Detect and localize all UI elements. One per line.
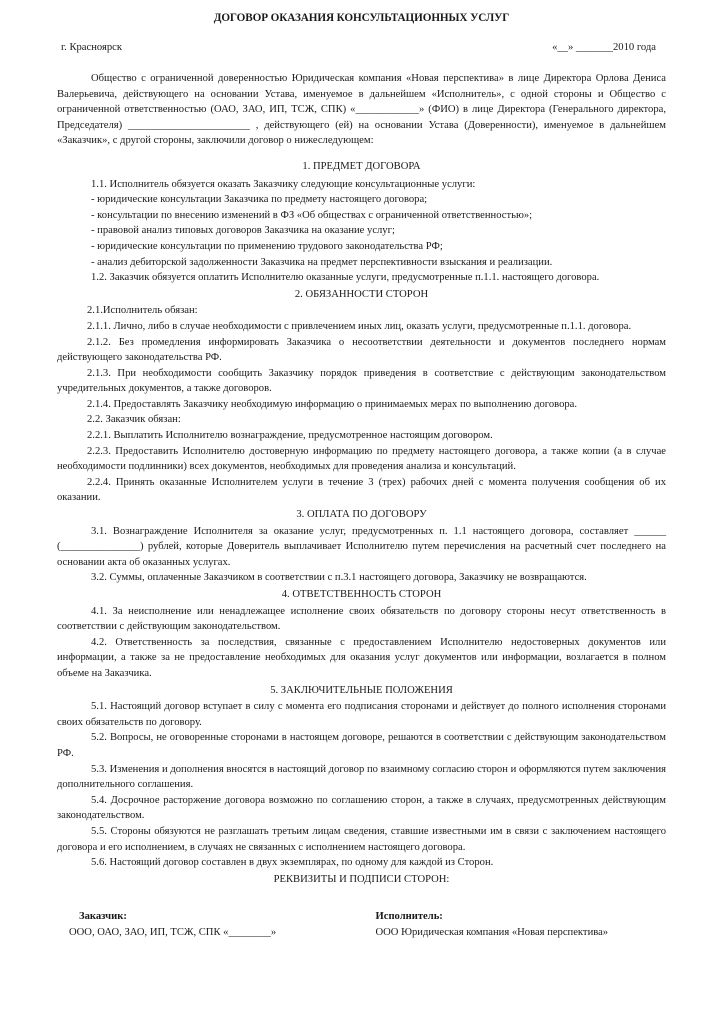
section-heading-5: 5. ЗАКЛЮЧИТЕЛЬНЫЕ ПОЛОЖЕНИЯ <box>270 684 453 696</box>
section-heading-1: 1. ПРЕДМЕТ ДОГОВОРА <box>302 160 421 172</box>
clause-5-1: 5.1. Настоящий договор вступает в силу с момента его подписания сторонами и действует до полного исполнения сторонами своих обязательств по договору. <box>57 701 666 728</box>
section-heading-2: 2. ОБЯЗАННОСТИ СТОРОН <box>294 288 429 300</box>
clause-4-1: 4.1. За неисполнение или ненадлежащее исполнение своих обязательств по договору стороны несут ответственность в соответствии с действующим законодательством. <box>57 605 666 633</box>
signature-column-contractor <box>362 909 667 941</box>
preamble-paragraph: Общество с ограниченной доверенностью Юридическая компания «Новая перспектива» в лице Директора Орлова Дениса Валерьевича, действующего на основании Устава, именуемое в дальнейшем «Исполнитель», с одной стороны и Общество с ограниченной ответственностью (ОАО, ЗАО, ИП, ТСЖ, СПК) «____________» (ФИО) в лице Директора (Генерального директора, Председателя) _______________________ , действующего (ей) на основании Устава (Доверенности), именуемое в дальнейшем «Заказчик», с другой стороны, заключили договор о нижеследующем: <box>57 73 666 147</box>
section-heading-3: 3. ОПЛАТА ПО ДОГОВОРУ <box>296 509 427 521</box>
clause-1-2: 1.2. Заказчик обязуется оплатить Исполнителю оказанные услуги, предусмотренные п.1.1. настоящего договора. <box>91 272 600 284</box>
customer-label: Заказчик: <box>79 911 127 923</box>
section-heading-4: 4. ОТВЕТСТВЕННОСТЬ СТОРОН <box>281 589 442 600</box>
service-item: - консультации по внесению изменений в ФЗ «Об обществах с ограниченной ответственностью»; <box>91 209 533 221</box>
clause-3-1: 3.1. Вознаграждение Исполнителя за оказание услуг, предусмотренных п. 1.1 настоящего договора, составляет ______ (_______________) рублей, которые Доверитель выплачивает Исполнителю путем перечисления на расчетный счет последнего на основании акта об оказанных услугах. <box>57 525 666 568</box>
clause-4-2: 4.2. Ответственность за последствия, связанные с предоставлением Исполнителю недостоверных документов или информации, а также за не предоставление необходимых для оказания услуг документов или информации, возлагается в полном объеме на Заказчика. <box>57 636 666 679</box>
clause-1-1: 1.1. Исполнитель обязуется оказать Заказчику следующие консультационные услуги: <box>91 178 476 190</box>
clause-5-6: 5.6. Настоящий договор составлен в двух экземплярах, по одному для каждой из Сторон. <box>91 857 494 869</box>
city-label: г. Красноярск <box>61 42 122 53</box>
service-item: - правовой анализ типовых договоров Заказчика на оказание услуг; <box>91 225 395 237</box>
clause-2-1-4: 2.1.4. Предоставлять Заказчику необходимую информацию о принимаемых мерах по выполнению договора. <box>87 398 578 410</box>
clause-5-2: 5.2. Вопросы, не оговоренные сторонами в настоящем договоре, решаются в соответствии с действующим законодательством РФ. <box>57 732 666 759</box>
clause-2-2: 2.2. Заказчик обязан: <box>87 414 181 426</box>
clause-2-1-3: 2.1.3. При необходимости сообщить Заказчику порядок приведения в соответствие с действующим законодательством учредительных документов, а также договоров. <box>57 367 666 395</box>
requisites-heading: РЕКВИЗИТЫ И ПОДПИСИ СТОРОН: <box>273 873 450 885</box>
clause-2-2-4: 2.2.4. Принять оказанные Исполнителем услуги в течение 3 (трех) рабочих дней с момента получения сообщения об их оказании. <box>57 476 666 504</box>
clause-2-1-2: 2.1.2. Без промедления информировать Заказчика о несоответствии деятельности и документов последнего нормам действующего законодательства РФ. <box>57 336 666 364</box>
signature-column-customer <box>57 909 362 941</box>
clause-5-4: 5.4. Досрочное расторжение договора возможно по соглашению сторон, а также в случаях, предусмотренных действующим законодательством. <box>57 794 666 822</box>
contractor-value: ООО Юридическая компания «Новая перспектива» <box>375 927 609 939</box>
clause-2-1: 2.1.Исполнитель обязан: <box>87 305 198 317</box>
clause-2-2-1: 2.2.1. Выплатить Исполнителю вознаграждение, предусмотренное настоящим договором. <box>87 430 493 442</box>
date-label: «__» _______2010 года <box>552 42 656 53</box>
service-item: - анализ дебиторской задолженности Заказчика на предмет перспективности взыскания и реализации. <box>91 256 553 268</box>
clause-5-5: 5.5. Стороны обязуются не разглашать третьим лицам сведения, ставшие известными им в связи с заключением настоящего договора и его исполнением, в случаях не связанных с исполнением настоящего договора. <box>57 825 666 853</box>
service-item: - юридические консультации по применению трудового законодательства РФ; <box>91 240 443 252</box>
customer-value: ООО, ОАО, ЗАО, ИП, ТСЖ, СПК «________» <box>69 927 277 939</box>
clause-5-3: 5.3. Изменения и дополнения вносятся в настоящий договор по взаимному согласию сторон и оформляются путем заключения дополнительного соглашения. <box>57 763 666 791</box>
clause-2-1-1: 2.1.1. Лично, либо в случае необходимости с привлечением иных лиц, оказать услуги, предусмотренные п.1.1. договора. <box>87 320 632 332</box>
clause-3-2: 3.2. Суммы, оплаченные Заказчиком в соответствии с п.3.1 настоящего договора, Заказчику не возвращаются. <box>91 572 587 584</box>
signatures-block <box>57 909 666 941</box>
document-meta <box>57 41 666 55</box>
clause-2-2-3: 2.2.3. Предоставить Исполнителю достоверную информацию по предмету настоящего договора, а также копии (а в случае необходимости подлинники) всех документов, необходимых для проведения анализа и консультаций. <box>57 445 666 473</box>
page-title: ДОГОВОР ОКАЗАНИЯ КОНСУЛЬТАЦИОННЫХ УСЛУГ <box>213 12 510 24</box>
contractor-label: Исполнитель: <box>375 911 443 923</box>
service-item: - юридические консультации Заказчика по предмету настоящего договора; <box>91 194 428 206</box>
